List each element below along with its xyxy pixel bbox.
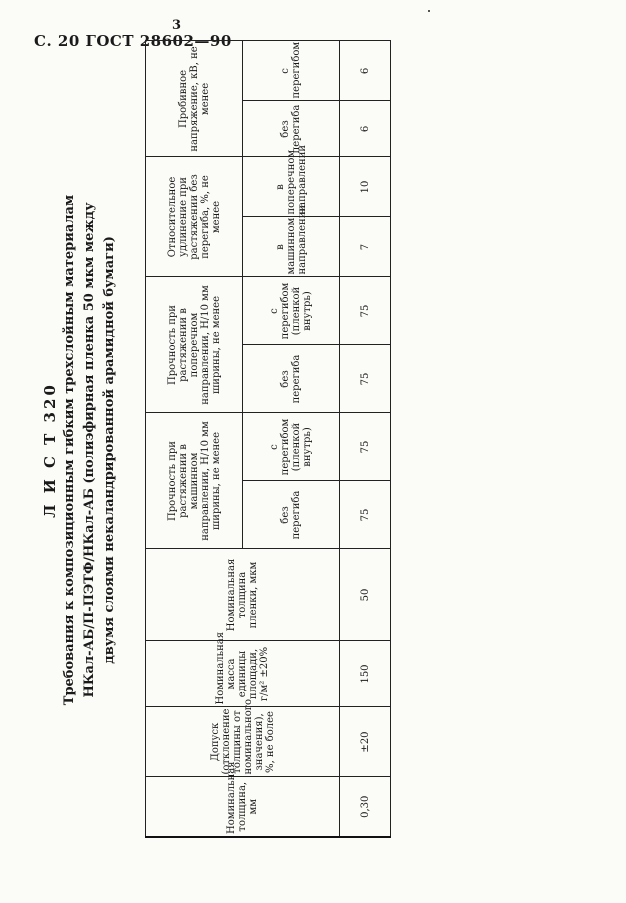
hdr-strength-machine-nobend: без перегиба xyxy=(243,481,340,549)
cell-thickness: 0,30 xyxy=(340,777,391,837)
hdr-voltage: Пробивное напряжение, кВ, не менее xyxy=(146,41,243,157)
cell-film: 50 xyxy=(340,549,391,641)
cell-mass: 150 xyxy=(340,641,391,707)
cell-strength-cross-bend: 75 xyxy=(340,277,391,345)
caption-line-1: Требования к композиционным гибким трехслойным материалам xyxy=(62,194,77,706)
cell-tolerance: ±20 xyxy=(340,707,391,777)
cell-strength-machine-bend: 75 xyxy=(340,413,391,481)
caption-line-2: НКал-АБ/П-ПЭТФ/НКал-АБ (полиэфирная пленка 50 мкм между xyxy=(82,202,97,698)
hdr-voltage-bend: с перегибом xyxy=(243,41,340,101)
cell-elongation-cross: 10 xyxy=(340,157,391,217)
cell-elongation-machine: 7 xyxy=(340,217,391,277)
cell-voltage-bend: 6 xyxy=(340,41,391,101)
header-row-1 xyxy=(146,41,243,837)
hdr-strength-cross-nobend: без перегиба xyxy=(243,345,340,413)
caption xyxy=(40,60,120,840)
hdr-elongation-machine: в машинном направлении xyxy=(243,217,340,277)
caption-line-3: двумя слоями некаландрированной арамидной бумаги) xyxy=(102,236,117,664)
sheet-title: Л И С Т 320 xyxy=(41,382,59,518)
hdr-strength-cross-bend: с перегибом (пленкой внутрь) xyxy=(243,277,340,345)
hdr-mass: Номинальная масса единицы площади, г/м² ±20% xyxy=(146,641,340,707)
hdr-voltage-nobend: без перегиба xyxy=(243,101,340,157)
hdr-tolerance: Допуск (отклонение толщины от номинального значения), %, не более xyxy=(146,707,340,777)
cell-strength-machine-nobend: 75 xyxy=(340,481,391,549)
rotated-content xyxy=(40,41,610,840)
table-row xyxy=(340,41,391,837)
hdr-strength-cross: Прочность при растяжении в поперечном направлении, Н/10 мм ширины, не менее xyxy=(146,277,243,413)
speck xyxy=(428,10,430,12)
hdr-film: Номинальная толщина пленки, мкм xyxy=(146,549,340,641)
hdr-strength-machine-bend: с перегибом (пленкой внутрь) xyxy=(243,413,340,481)
page-header: С. 20 ГОСТ 28602—90 xyxy=(34,32,232,50)
hdr-elongation-cross: в поперечном направлении xyxy=(243,157,340,217)
requirements-table xyxy=(145,40,391,838)
handwritten-mark: 3 xyxy=(172,18,182,33)
cell-strength-cross-nobend: 75 xyxy=(340,345,391,413)
hdr-strength-machine: Прочность при растяжении в машинном направлении, Н/10 мм ширины, не менее xyxy=(146,413,243,549)
cell-voltage-nobend: 6 xyxy=(340,101,391,157)
hdr-elongation: Относительное удлинение при растяжении без перегиба, %, не менее xyxy=(146,157,243,277)
hdr-thickness: Номинальная толщина, мм xyxy=(146,777,340,837)
